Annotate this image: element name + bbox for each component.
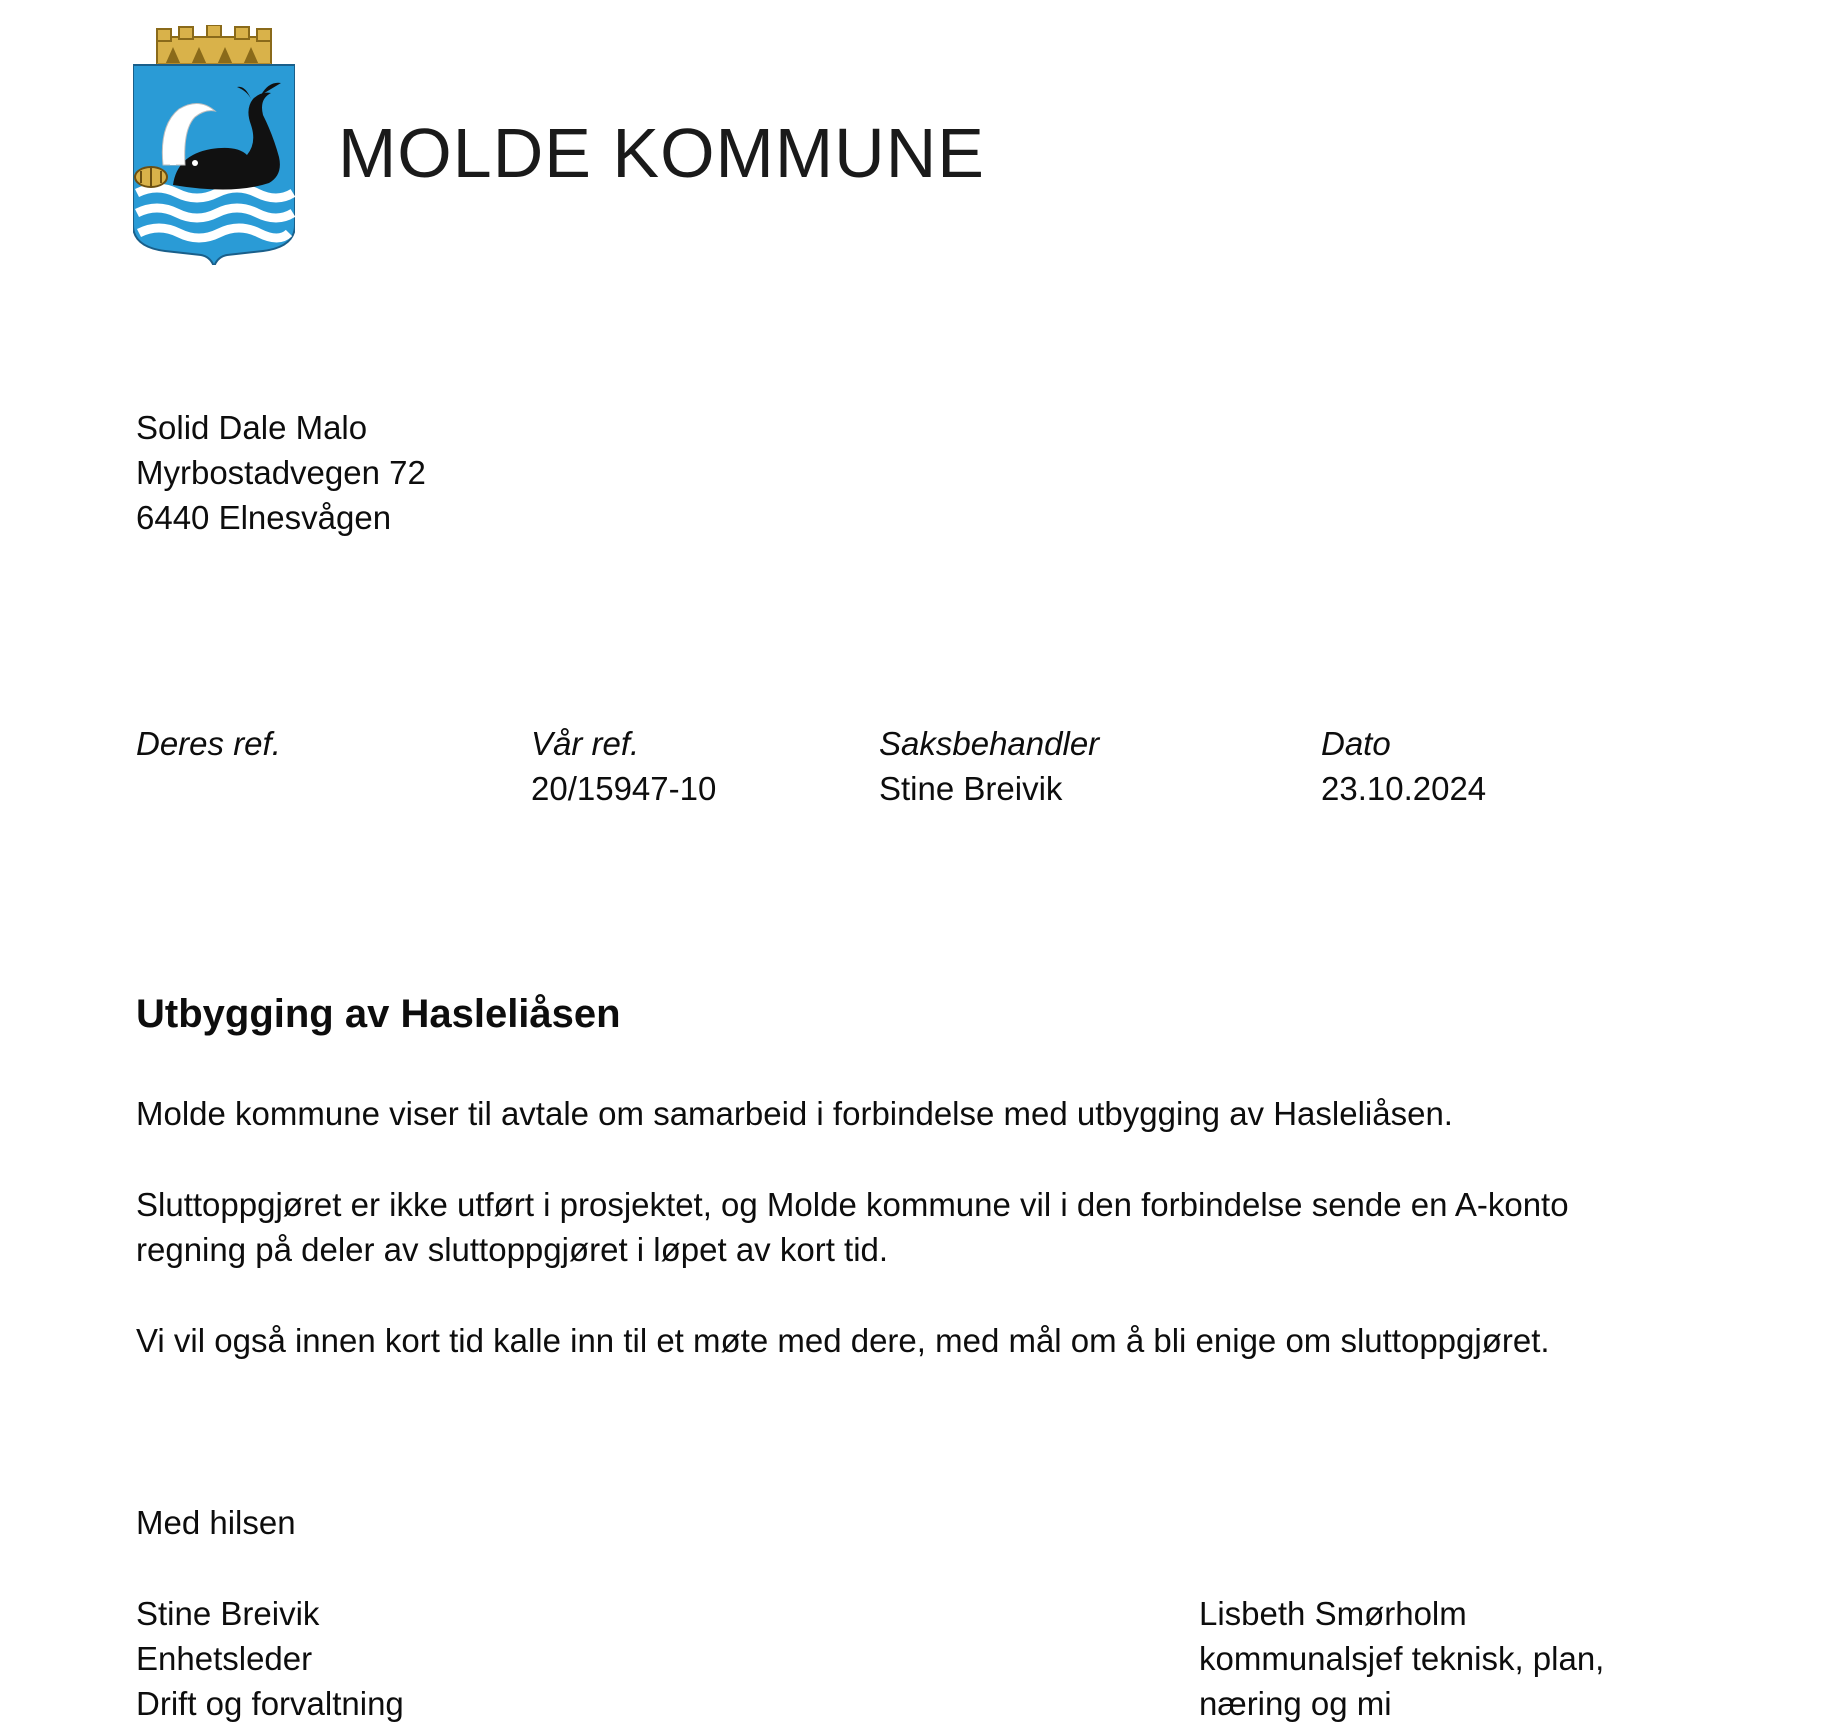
paragraph-1: Molde kommune viser til avtale om samarbeid i forbindelse med utbygging av Hasleliåsen. (136, 1095, 1453, 1132)
paragraph-3: Vi vil også innen kort tid kalle inn til et møte med dere, med mål om å bli enige om sluttoppgjøret. (136, 1322, 1550, 1359)
paragraph-2-line-2: regning på deler av sluttoppgjøret i løpet av kort tid. (136, 1231, 889, 1268)
saksbehandler-label: Saksbehandler (879, 725, 1100, 762)
paragraph-2-line-1: Sluttoppgjøret er ikke utført i prosjektet, og Molde kommune vil i den forbindelse sende en A-konto (136, 1186, 1569, 1223)
dato-value: 23.10.2024 (1321, 770, 1487, 807)
org-name: MOLDE KOMMUNE (338, 114, 985, 192)
var-ref-value: 20/15947-10 (531, 770, 717, 807)
deres-ref-label: Deres ref. (136, 725, 281, 762)
barrel-icon (135, 167, 167, 187)
signature-right-title: kommunalsjef teknisk, plan, (1199, 1640, 1605, 1677)
closing: Med hilsen (136, 1504, 296, 1541)
letter-title: Utbygging av Hasleliåsen (136, 992, 621, 1036)
signature-left-name: Stine Breivik (136, 1595, 320, 1632)
dato-label: Dato (1321, 725, 1391, 762)
saksbehandler-value: Stine Breivik (879, 770, 1063, 807)
coat-of-arms-whale-icon (133, 25, 295, 265)
crown-icon (157, 25, 271, 69)
recipient-name: Solid Dale Malo (136, 409, 368, 446)
var-ref-label: Vår ref. (531, 725, 640, 762)
signature-right-unit: næring og mi (1199, 1685, 1392, 1722)
signature-left-title: Enhetsleder (136, 1640, 313, 1677)
recipient-street: Myrbostadvegen 72 (136, 454, 426, 491)
signature-right-name: Lisbeth Smørholm (1199, 1595, 1467, 1632)
signature-left-unit: Drift og forvaltning (136, 1685, 404, 1722)
recipient-postal: 6440 Elnesvågen (136, 499, 392, 536)
